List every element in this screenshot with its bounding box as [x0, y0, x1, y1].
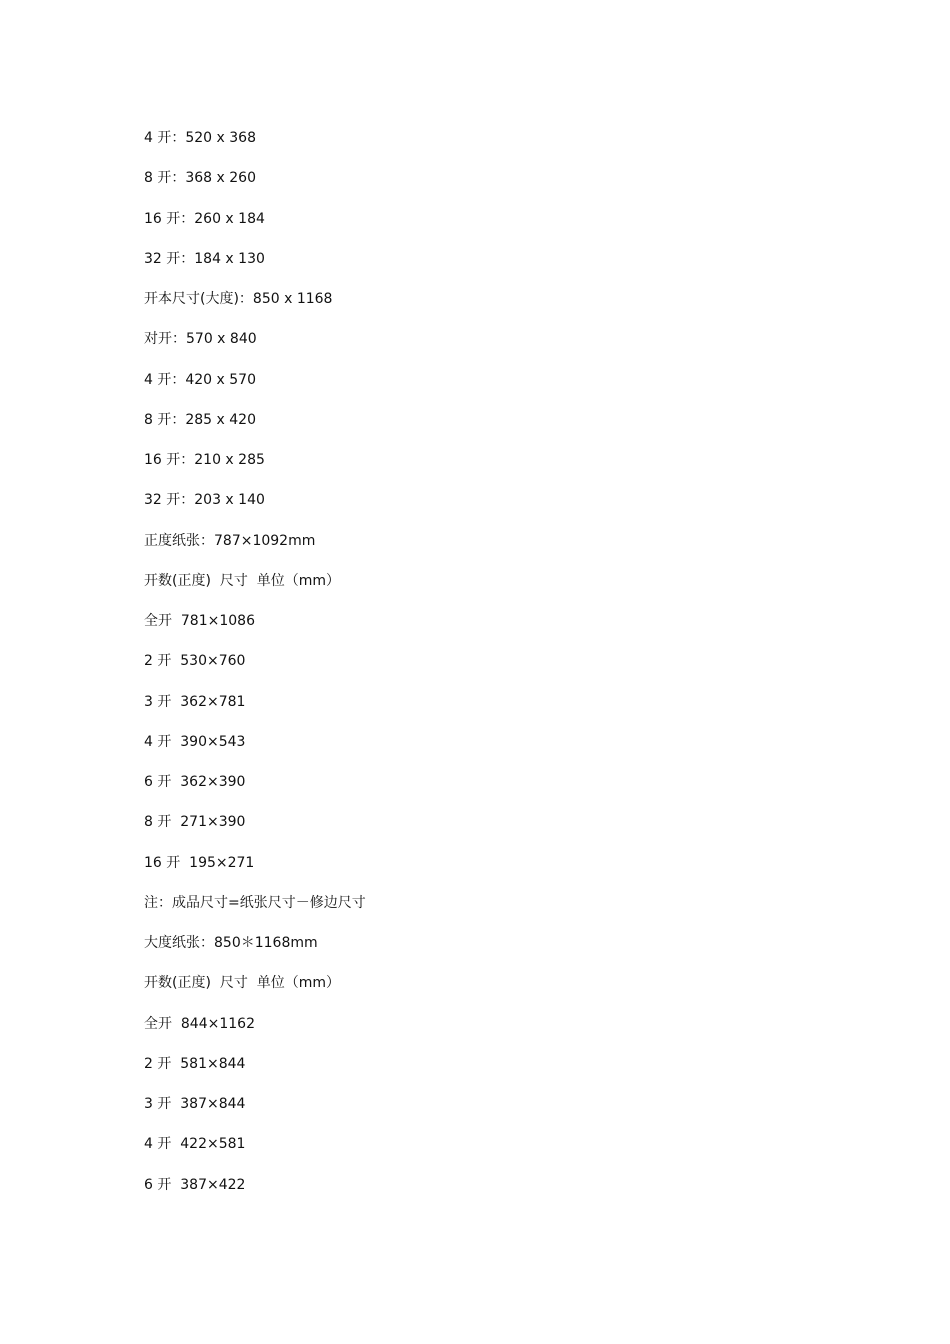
text-line: 大度纸张：850＊1168mm [144, 935, 318, 951]
text-line: 开数(正度) 尺寸 单位（mm） [144, 975, 340, 992]
text-line: 6 开 387×422 [144, 1176, 246, 1193]
text-line: 对开：570 x 840 [144, 331, 257, 348]
text-line: 16 开：260 x 184 [144, 210, 265, 227]
text-line: 全开 781×1086 [144, 613, 255, 629]
text-line: 32 开：203 x 140 [144, 492, 265, 509]
text-line: 32 开：184 x 130 [144, 250, 265, 267]
text-line: 全开 844×1162 [144, 1015, 255, 1032]
text-line: 16 开 195×271 [144, 854, 255, 871]
text-line: 4 开 390×543 [144, 733, 246, 750]
text-line: 4 开 422×581 [144, 1136, 246, 1153]
text-line: 开数(正度) 尺寸 单位（mm） [144, 572, 340, 589]
text-line: 8 开：368 x 260 [144, 170, 256, 187]
text-line: 6 开 362×390 [144, 774, 246, 790]
text-line: 3 开 387×844 [144, 1096, 246, 1112]
text-line: 16 开：210 x 285 [144, 452, 265, 468]
text-line: 注：成品尺寸=纸张尺寸－修边尺寸 [144, 894, 366, 911]
text-line: 开本尺寸(大度)：850 x 1168 [144, 291, 333, 307]
text-line: 4 开：420 x 570 [144, 371, 256, 388]
text-line: 8 开：285 x 420 [144, 411, 256, 428]
text-line: 4 开：520 x 368 [144, 130, 256, 146]
text-line: 2 开 530×760 [144, 653, 246, 670]
paper-size-list [144, 128, 366, 1215]
text-line: 正度纸张：787×1092mm [144, 532, 316, 549]
text-line: 8 开 271×390 [144, 814, 246, 831]
text-line: 3 开 362×781 [144, 693, 246, 710]
text-line: 2 开 581×844 [144, 1055, 246, 1072]
